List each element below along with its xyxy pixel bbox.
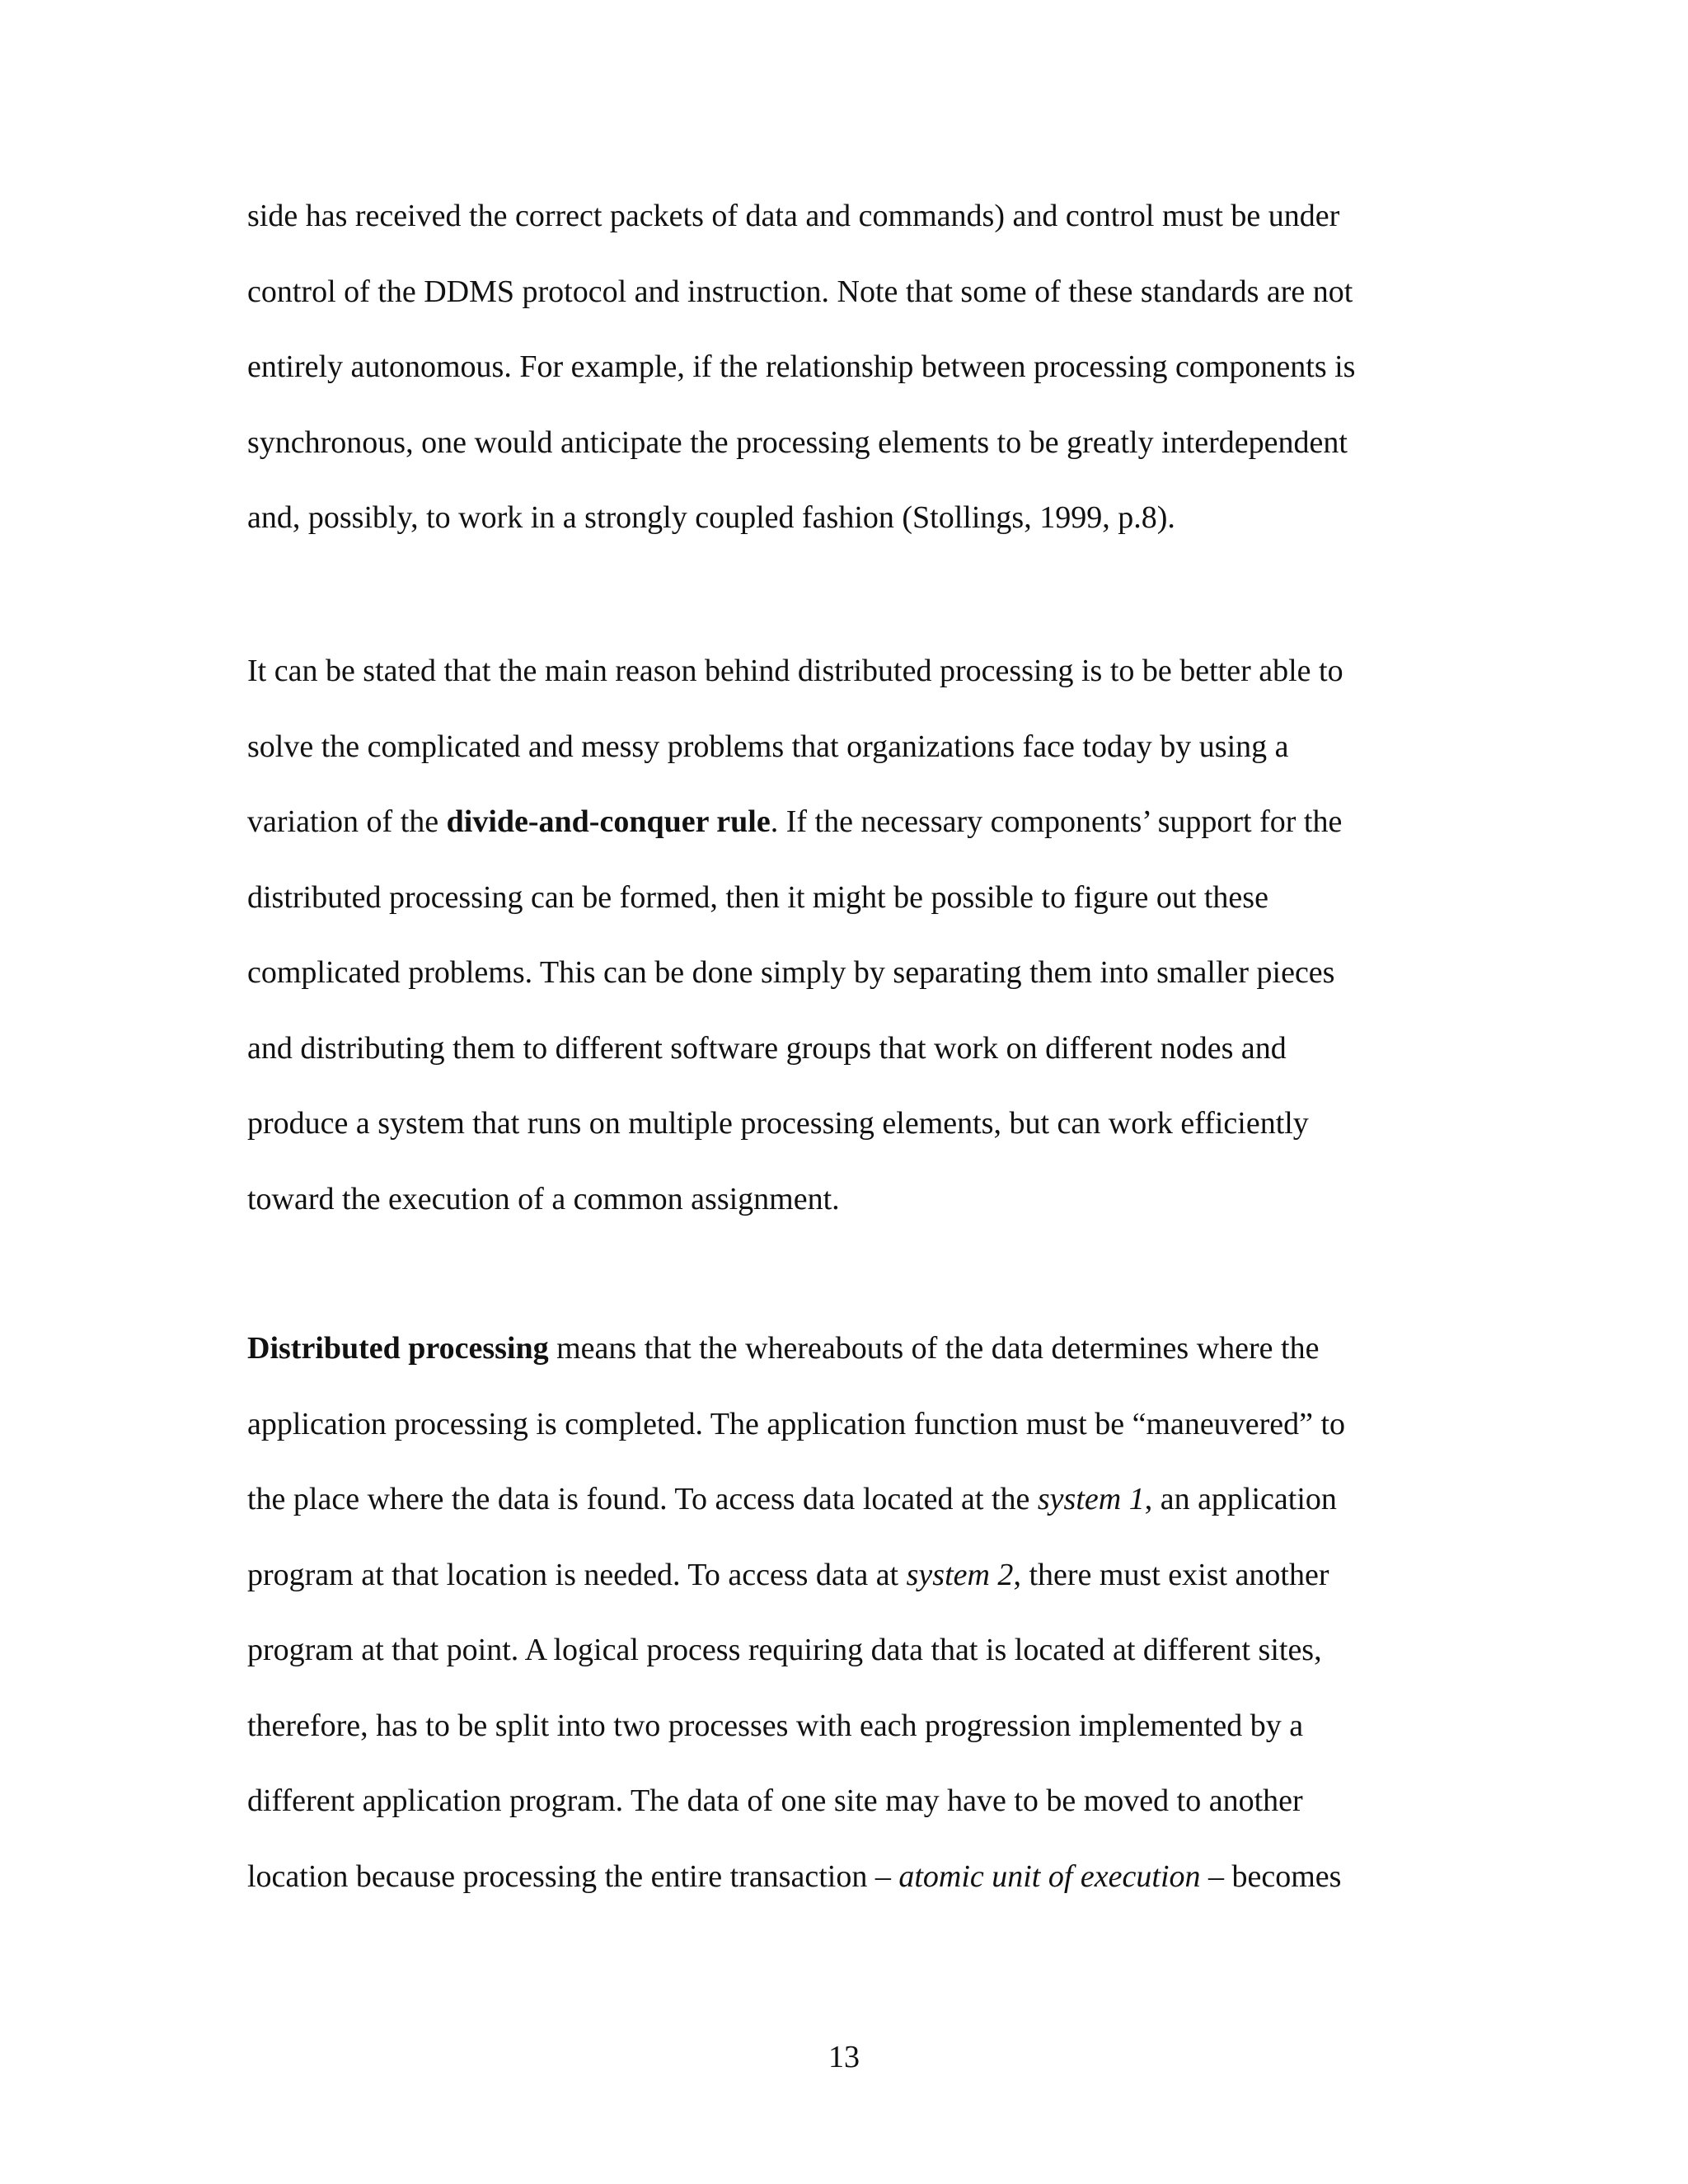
page-number: 13 <box>828 2040 860 2074</box>
text-line <box>247 1630 1322 1670</box>
text-run: different application program. The data of one site may have to be moved to another <box>247 1783 1303 1818</box>
text-run: , there must exist another <box>1013 1558 1329 1592</box>
text-run: control of the DDMS protocol and instruction. Note that some of these standards are not <box>247 274 1353 309</box>
text-run: therefore, has to be split into two processes with each progression implemented by a <box>247 1708 1304 1743</box>
text-line <box>247 878 1268 917</box>
text-line <box>247 1404 1345 1444</box>
text-run: location because processing the entire transaction – <box>247 1859 899 1894</box>
text-line <box>247 1329 1319 1368</box>
text-line <box>247 423 1348 462</box>
text-run: toward the execution of a common assignment. <box>247 1182 840 1216</box>
text-line <box>247 1104 1309 1143</box>
text-run: variation of the <box>247 804 447 839</box>
text-line <box>247 347 1355 387</box>
text-run: complicated problems. This can be done simply by separating them into smaller pieces <box>247 955 1335 990</box>
text-run: produce a system that runs on multiple processing elements, but can work efficiently <box>247 1106 1309 1141</box>
text-run: and, possibly, to work in a strongly coupled fashion (Stollings, 1999, p.8). <box>247 500 1175 535</box>
italic-term: system 1 <box>1037 1482 1145 1516</box>
text-line <box>247 651 1343 691</box>
text-run: solve the complicated and messy problems that organizations face today by using a <box>247 729 1289 764</box>
text-line <box>247 953 1334 992</box>
text-line <box>247 1781 1303 1821</box>
text-run: – becomes <box>1200 1859 1342 1894</box>
text-run: means that the whereabouts of the data determines where the <box>548 1331 1320 1366</box>
text-line <box>247 802 1342 841</box>
bold-term: Distributed processing <box>247 1331 549 1366</box>
italic-term: atomic unit of execution <box>898 1859 1201 1894</box>
text-line <box>247 1029 1287 1068</box>
text-line <box>247 1179 840 1219</box>
text-run: distributed processing can be formed, then it might be possible to figure out these <box>247 880 1268 915</box>
text-line <box>247 1555 1329 1595</box>
text-run: the place where the data is found. To access data located at the <box>247 1482 1038 1516</box>
bold-term: divide-and-conquer rule <box>446 804 771 839</box>
text-run: program at that point. A logical process requiring data that is located at different sites, <box>247 1633 1322 1667</box>
text-run: . If the necessary components’ support for the <box>770 804 1343 839</box>
text-line <box>247 1706 1303 1746</box>
text-line <box>247 196 1339 236</box>
text-line <box>247 272 1353 312</box>
text-run: program at that location is needed. To access data at <box>247 1558 907 1592</box>
text-run: synchronous, one would anticipate the processing elements to be greatly interdependent <box>247 425 1348 460</box>
text-run: and distributing them to different software groups that work on different nodes and <box>247 1031 1287 1066</box>
text-run: side has received the correct packets of data and commands) and control must be under <box>247 199 1340 233</box>
text-line <box>247 1479 1337 1519</box>
text-run: entirely autonomous. For example, if the relationship between processing components is <box>247 349 1356 384</box>
text-line <box>247 727 1289 766</box>
text-run: application processing is completed. The application function must be “maneuvered” to <box>247 1407 1346 1441</box>
text-run: , an application <box>1144 1482 1337 1516</box>
text-line <box>247 498 1175 537</box>
text-run: It can be stated that the main reason behind distributed processing is to be better able to <box>247 654 1343 688</box>
text-line <box>247 1857 1341 1896</box>
italic-term: system 2 <box>906 1558 1014 1592</box>
